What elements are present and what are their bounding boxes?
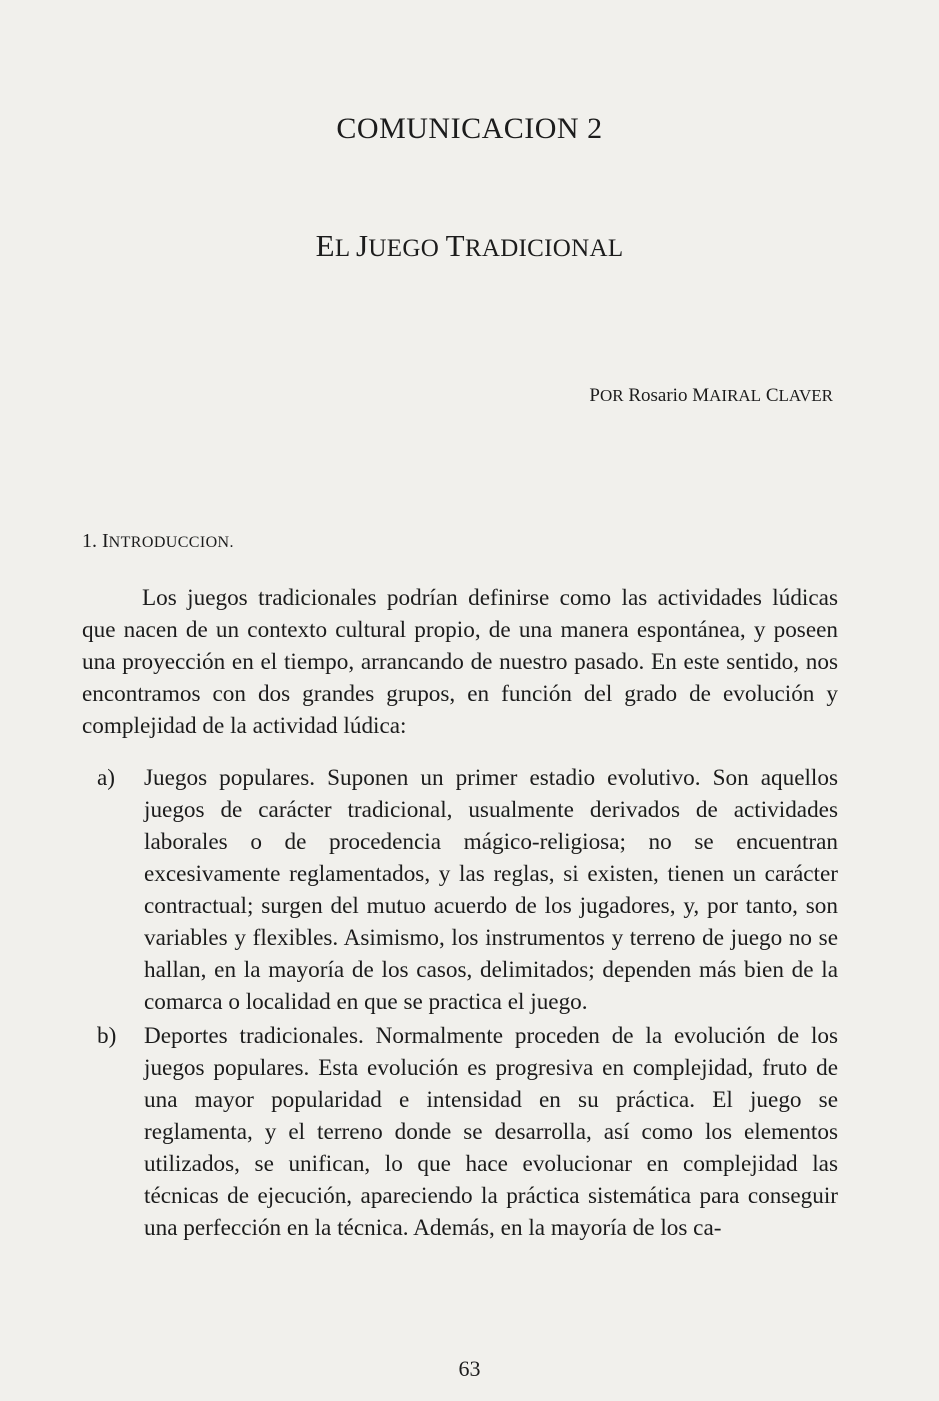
section-number: 1. xyxy=(82,530,97,552)
title-initial-t: T xyxy=(445,228,465,263)
article-title xyxy=(0,228,939,264)
title-part-l: L xyxy=(334,235,350,262)
title-part-radicional: RADICIONAL xyxy=(464,235,624,262)
author-given-name: Rosario xyxy=(628,385,688,406)
byline-prefix-initial: P xyxy=(589,385,600,406)
list-text-b: Deportes tradicionales. Normalmente proceden de la evolución de los juegos populares. Esta evolución es progresiva en complejidad, fruto de una mayor popularidad e intensidad en su práctica. El juego se reglamenta, y el terreno donde se desarrolla, así como los elementos utilizados, se unifican, lo que hace evolucionar en complejidad las técnicas de ejecución, apareciendo la práctica sistemática para conseguir una perfección en la técnica. Además, en la mayoría de los ca- xyxy=(144,1023,838,1241)
title-initial-e: E xyxy=(315,228,335,263)
section-title-rest: NTRODUCCION. xyxy=(108,534,234,551)
byline-prefix-rest: OR xyxy=(599,386,624,405)
author-surname1-initial: M xyxy=(692,385,710,406)
title-part-uego: UEGO xyxy=(368,235,440,262)
title-initial-j: J xyxy=(356,228,369,263)
series-title: COMUNICACION 2 xyxy=(336,112,603,145)
section-title-initial: I xyxy=(102,530,109,552)
list-marker-b: b) xyxy=(97,1023,117,1049)
list-marker-a: a) xyxy=(97,765,116,791)
intro-paragraph: Los juegos tradicionales podrían definirse como las actividades lúdicas que nacen de un contexto cultural propio, de una manera espontánea, y poseen una proyección en el tiempo, arrancando de nuestro pasado. En este sentido, nos encontramos con dos grandes grupos, en función del grado de evolución y complejidad de la actividad lúdica: xyxy=(82,585,838,739)
author-surname2-rest: LAVER xyxy=(778,386,833,405)
author-surname1-rest: AIRAL xyxy=(709,386,762,405)
page-number: 63 xyxy=(458,1356,481,1381)
author-byline xyxy=(589,385,833,407)
section-heading xyxy=(82,530,234,553)
list-text-a: Juegos populares. Suponen un primer estadio evolutivo. Son aquellos juegos de carácter tradicional, usualmente derivados de actividades laborales o de procedencia mágico-religiosa; no se encuentran excesivamente reglamentados, y las reglas, si existen, tienen un carácter contractual; surgen del mutuo acuerdo de los jugadores, y, por tanto, son variables y flexibles. Asimismo, los instrumentos y terreno de juego no se hallan, en la mayoría de los casos, delimitados; dependen más bien de la comarca o localidad en que se practica el juego. xyxy=(144,765,838,1015)
author-surname2-initial: C xyxy=(765,385,779,406)
